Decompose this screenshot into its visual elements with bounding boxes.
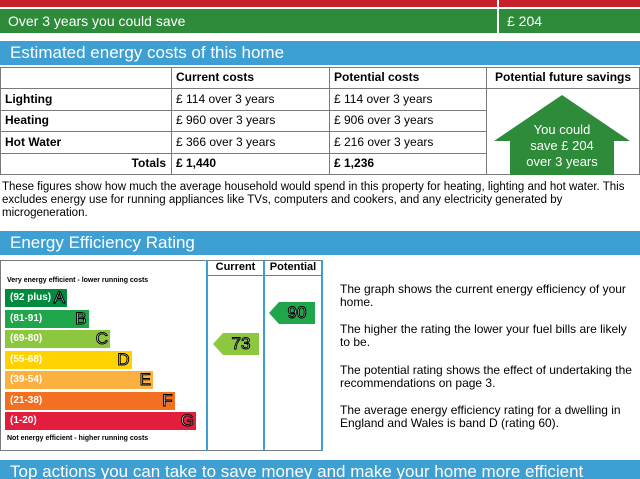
epc-band-letter: G bbox=[180, 411, 194, 430]
hot-water-potential: £ 216 over 3 years bbox=[334, 135, 434, 149]
epc-band-letter: D bbox=[117, 349, 130, 369]
header-current-costs: Current costs bbox=[176, 70, 255, 84]
epc-band-range: (55-68) bbox=[10, 353, 43, 365]
column-header-potential: Potential bbox=[269, 261, 317, 273]
previous-row-strip bbox=[0, 0, 640, 7]
heating-current: £ 960 over 3 years bbox=[176, 113, 276, 127]
current-rating-value: 73 bbox=[231, 334, 251, 353]
epc-band-range: (39-54) bbox=[10, 374, 43, 385]
epc-band-range: (69-80) bbox=[10, 333, 43, 344]
row-label-heating: Heating bbox=[5, 113, 50, 127]
epc-chart bbox=[0, 259, 325, 451]
totals-label: Totals bbox=[131, 156, 166, 170]
epc-band-f bbox=[5, 392, 175, 410]
rating-section-title: Energy Efficiency Rating bbox=[0, 231, 640, 255]
epc-band-range: (81-91) bbox=[10, 312, 43, 324]
epc-band-range: (92 plus) bbox=[10, 292, 52, 303]
rating-description-1: The graph shows the current energy efficiency of your home. bbox=[340, 282, 626, 309]
previous-row-left bbox=[0, 0, 497, 7]
epc-band-a bbox=[5, 289, 67, 307]
epc-band-letter: A bbox=[53, 288, 65, 307]
heating-potential: £ 906 over 3 years bbox=[334, 113, 434, 127]
row-label-hot-water: Hot Water bbox=[5, 135, 62, 149]
actions-section-title: Top actions you can take to save money and make your home more efficient bbox=[0, 460, 640, 479]
previous-row-right bbox=[499, 0, 640, 7]
epc-band-range: (1-20) bbox=[10, 415, 37, 426]
column-header-current: Current bbox=[215, 261, 256, 273]
epc-band-g bbox=[5, 412, 196, 430]
house-text-line1: You could bbox=[533, 122, 591, 137]
savings-row bbox=[0, 9, 640, 33]
rating-description-3: The potential rating shows the effect of undertaking the recommendations on page 3. bbox=[340, 363, 632, 390]
epc-band-letter: C bbox=[95, 329, 108, 348]
savings-value: £ 204 bbox=[499, 9, 640, 33]
row-label-lighting: Lighting bbox=[5, 92, 53, 106]
hot-water-current: £ 366 over 3 years bbox=[176, 135, 276, 149]
savings-house-icon bbox=[494, 95, 630, 175]
header-potential-costs: Potential costs bbox=[334, 70, 420, 84]
epc-band-b bbox=[5, 310, 89, 328]
rating-description-4: The average energy efficiency rating for a dwelling in England and Wales is band D (rating 60). bbox=[340, 403, 621, 430]
epc-band-range: (21-38) bbox=[10, 394, 43, 406]
epc-band-c bbox=[5, 330, 110, 348]
epc-band-e bbox=[5, 371, 153, 389]
epc-band-letter: B bbox=[75, 308, 87, 328]
totals-current: £ 1,440 bbox=[176, 156, 217, 170]
house-text-line3: over 3 years bbox=[526, 154, 598, 169]
header-potential-savings: Potential future savings bbox=[495, 70, 632, 84]
lighting-current: £ 114 over 3 years bbox=[176, 92, 275, 106]
costs-note: These figures show how much the average household would spend in this property for heating, lighting and hot water. This excludes energy use for running appliances like TVs, computers and cookers, and any electricity generated by microgeneration. bbox=[2, 181, 625, 219]
bottom-efficiency-note: Not energy efficient - higher running costs bbox=[7, 435, 149, 442]
totals-potential: £ 1,236 bbox=[334, 156, 375, 170]
costs-section-title: Estimated energy costs of this home bbox=[0, 41, 640, 65]
epc-band-letter: F bbox=[162, 390, 173, 410]
potential-rating-value: 90 bbox=[287, 303, 307, 322]
rating-description-2: The higher the rating the lower your fuel bills are likely to be. bbox=[340, 322, 627, 349]
house-text-line2: save £ 204 bbox=[530, 138, 594, 153]
epc-band-letter: E bbox=[139, 370, 151, 389]
top-efficiency-note: Very energy efficient - lower running costs bbox=[7, 277, 149, 284]
epc-band-d bbox=[5, 351, 132, 369]
savings-label: Over 3 years you could save bbox=[0, 9, 497, 33]
lighting-potential: £ 114 over 3 years bbox=[334, 92, 433, 106]
